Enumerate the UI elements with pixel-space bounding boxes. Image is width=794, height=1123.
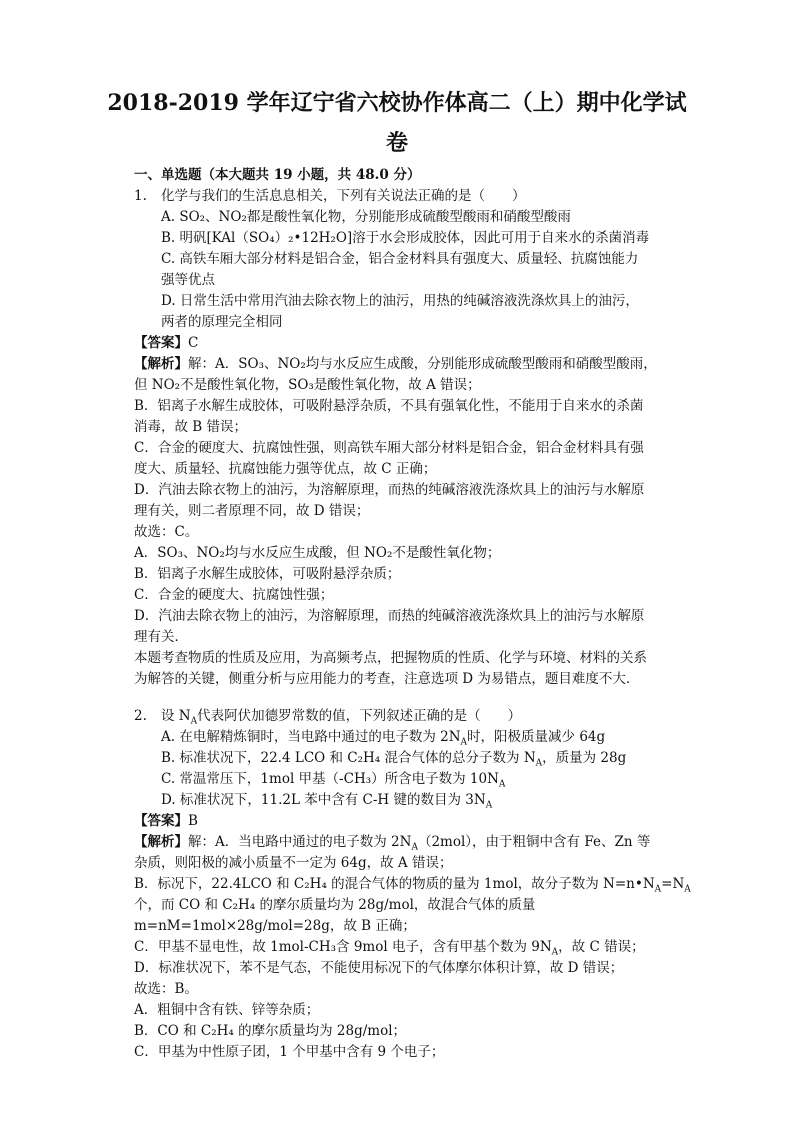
question-1-analysis-line: C．合金的硬度大、抗腐蚀性强，则高铁车厢大部分材料是铝合金，铝合金材料具有强 [134, 440, 644, 456]
question-2-option-a: A. 在电解精炼铜时，当电路中通过的电子数为 $2N_A$时，阳极质量减少 64g [161, 729, 606, 748]
question-2-answer [134, 811, 198, 831]
question-2-analysis-line: 个，而 CO 和 C₂H₄ 的摩尔质量均为 28g/mol，故混合气体的质量 [134, 897, 536, 913]
question-1-analysis-line: B．铝离子水解生成胶体，可吸附悬浮杂质，不具有强氧化性，不能用于自来水的杀菌 [134, 398, 644, 414]
question-1-option-d: D. 日常生活中常用汽油去除衣物上的油污，用热的纯碱溶液洗涤炊具上的油污， [161, 293, 639, 309]
answer-value: C [188, 335, 199, 351]
question-1-analysis-line: 故选：C。 [134, 524, 199, 540]
question-2-option-d: D. 标准状况下，11.2L 苯中含有 C-H 键的数目为 $3N_A$ [161, 792, 493, 811]
question-1-analysis-line [134, 354, 657, 374]
question-1-analysis-line: D．汽油去除衣物上的油污，为溶解原理，而热的纯碱溶液洗涤炊具上的油污与水解原 [134, 482, 645, 498]
answer-tag: 【答案】 [134, 335, 188, 351]
question-1-number: 1. [134, 188, 147, 204]
question-1-option-c-cont: 强等优点 [161, 272, 215, 288]
question-2-stem: 设 $N_A$代表阿伏加德罗常数的值，下列叙述正确的是（ ） [161, 708, 522, 727]
question-1-analysis-line: 但 NO₂不是酸性氧化物，SO₃是酸性氧化物，故 A 错误； [134, 377, 481, 393]
analysis-tag: 【解析】 [134, 356, 188, 372]
question-2-option-c: C. 常温常压下，1mol 甲基（-CH₃）所含电子数为 $10N_A$ [161, 771, 506, 790]
question-2-analysis-line: A．粗铜中含有铁、锌等杂质； [134, 1002, 320, 1018]
question-1-analysis-line: A．SO₃、NO₂均与水反应生成酸，但 NO₂不是酸性氧化物； [134, 545, 501, 561]
question-2-analysis-line: m=nM=1mol×28g/mol=28g，故 B 正确； [134, 918, 416, 934]
question-1-analysis-line: 消毒，故 B 错误； [134, 419, 248, 435]
question-2-analysis-line: 杂质，则阳极的减小质量不一定为 64g，故 A 错误； [134, 855, 453, 871]
section-header: 一、单选题（本大题共 19 小题，共 48.0 分） [134, 167, 421, 183]
question-1-option-a: A. SO₂、NO₂都是酸性氧化物，分别能形成硫酸型酸雨和硝酸型酸雨 [161, 209, 571, 225]
page-title: 2018-2019 学年辽宁省六校协作体高二（上）期中化学试 [107, 90, 687, 116]
page-title-continued: 卷 [385, 130, 408, 156]
analysis-tag: 【解析】 [134, 834, 188, 850]
answer-tag: 【答案】 [134, 813, 188, 829]
analysis-text: 解：A．SO₃、NO₂均与水反应生成酸，分别能形成硫酸型酸雨和硝酸型酸雨， [188, 356, 657, 372]
answer-value: B [188, 813, 198, 829]
question-1-analysis-line: 为解答的关键，侧重分析与应用能力的考查，注意选项 D 为易错点，题目难度不大． [134, 671, 640, 687]
question-2-option-b: B. 标准状况下，22.4 LCO 和 C₂H₄ 混合气体的总分子数为 $N_A$，质量为 28g [161, 750, 627, 769]
question-1-analysis-line: 理有关，则二者原理不同，故 D 错误； [134, 503, 370, 519]
question-2-analysis-line: B．标况下，22.4LCO 和 C₂H₄ 的混合气体的物质的量为 1mol，故分子数为 $N=n•N_A=N_A$ [134, 876, 691, 895]
question-1-option-d-cont: 两者的原理完全相同 [161, 314, 283, 330]
question-2-analysis-line: D．标准状况下，苯不是气态，不能使用标况下的气体摩尔体积计算，故 D 错误； [134, 960, 624, 976]
question-2-number: 2. [134, 708, 147, 724]
question-1-answer [134, 333, 198, 353]
question-1-option-b: B. 明矾[KAl（SO₄）₂•12H₂O]溶于水会形成胶体，因此可用于自来水的杀菌消毒 [161, 230, 650, 246]
question-1-analysis-line: D．汽油去除衣物上的油污，为溶解原理，而热的纯碱溶液洗涤炊具上的油污与水解原 [134, 608, 645, 624]
question-2-analysis-line: C．甲基为中性原子团，1 个甲基中含有 9 个电子； [134, 1044, 445, 1060]
question-2-analysis-line: 故选：B。 [134, 981, 198, 997]
question-2-analysis-line: C．甲基不显电性，故 1mol-CH₃含 9mol 电子，含有甲基个数为 $9N_A$，故 C 错误； [134, 939, 645, 958]
question-1-stem: 化学与我们的生活息息相关，下列有关说法正确的是（ ） [161, 188, 526, 204]
analysis-text: 解：A．当电路中通过的电子数为 $2N_A(2mol)$，由于粗铜中含有 Fe、Zn 等 [188, 834, 651, 853]
question-1-option-c: C. 高铁车厢大部分材料是铝合金，铝合金材料具有强度大、质量轻、抗腐蚀能力 [161, 251, 639, 267]
question-1-analysis-line: 本题考查物质的性质及应用，为高频考点，把握物质的性质、化学与环境、材料的关系 [134, 650, 647, 666]
question-1-analysis-line: 理有关． [134, 629, 188, 645]
question-1-analysis-line: 度大、质量轻、抗腐蚀能力强等优点，故 C 正确； [134, 461, 437, 477]
question-1-analysis-line: B．铝离子水解生成胶体，可吸附悬浮杂质； [134, 566, 401, 582]
question-2-analysis-line: B．CO 和 C₂H₄ 的摩尔质量均为 28g/mol； [134, 1023, 407, 1039]
question-1-analysis-line: C．合金的硬度大、抗腐蚀性强； [134, 587, 334, 603]
